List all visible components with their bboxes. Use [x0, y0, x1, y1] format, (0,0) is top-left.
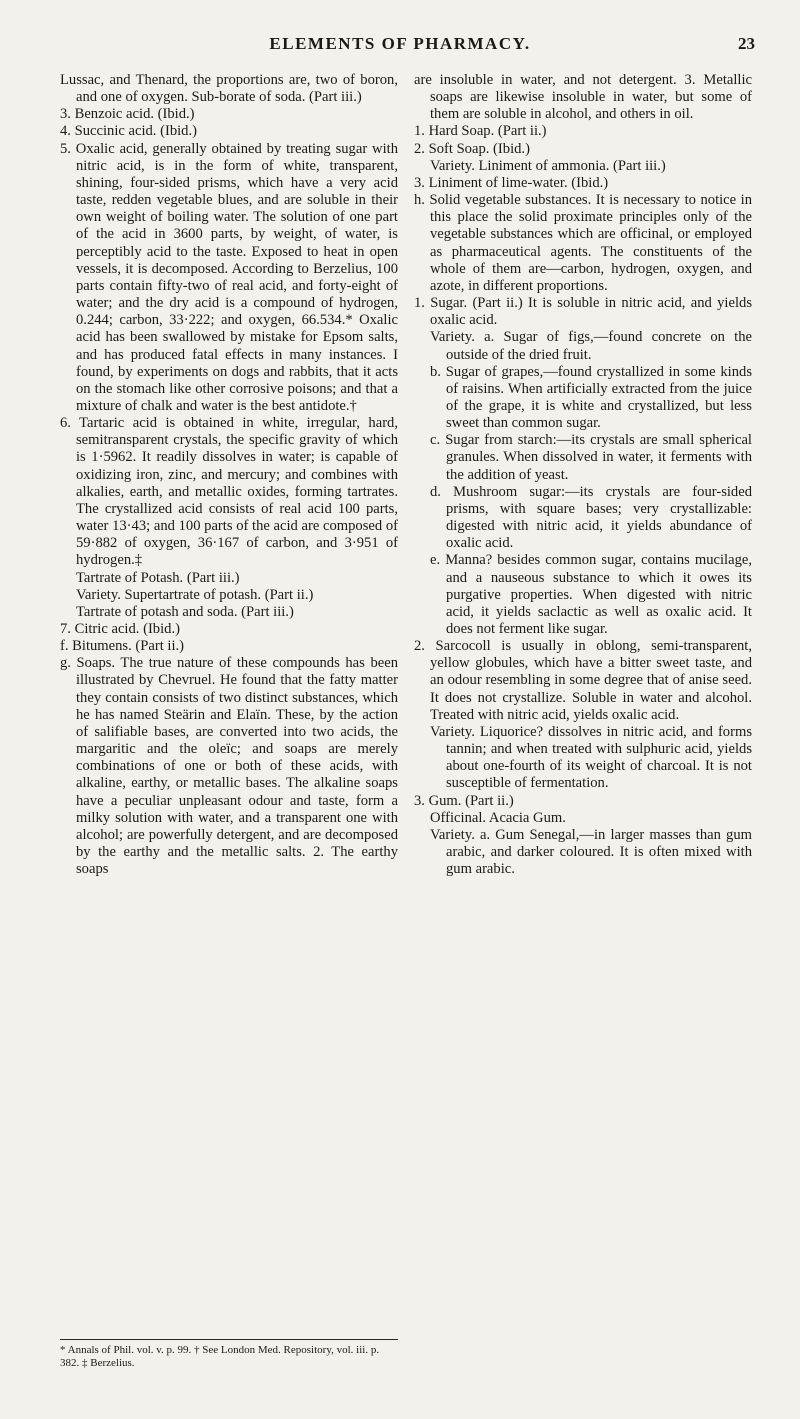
paragraph: Lussac, and Thenard, the proportions are, two of boron, and one of oxygen. Sub-borate of soda. (Part iii.): [60, 72, 398, 106]
footnote: * Annals of Phil. vol. v. p. 99. † See London Med. Repository, vol. iii. p. 382. ‡ Berzelius.: [60, 1344, 380, 1369]
paragraph: Officinal. Acacia Gum.: [430, 809, 566, 826]
paragraph: 3. Gum. (Part ii.): [414, 792, 514, 809]
paragraph: 1. Hard Soap. (Part ii.): [414, 123, 547, 140]
paragraph: 5. Oxalic acid, generally obtained by treating sugar with nitric acid, is in the form of white, transparent, shining, four-sided prisms, which have a very acid taste, redden vegetable blues, and are soluble in their own weight of boiling water. The solution of one part of the acid in 3600 parts, by weight, of water, is perceptibly acid to the taste. Exposed to heat in open vessels, it is decomposed. According to Berzelius, 100 parts contain fifty-two of real acid, and forty-eight of water; and the dry acid is a compound of hydrogen, 0.244; carbon, 33·222; and oxygen, 66.534.* Oxalic acid has been swallowed by mistake for Epsom salts, and has produced fatal effects in many instances. I found, by experiments on dogs and rabbits, that it acts on the stomach like other corrosive poisons; and that a mixture of chalk and water is the best antidote.†: [60, 140, 398, 414]
paragraph: 4. Succinic acid. (Ibid.): [60, 123, 197, 140]
footnotes: [60, 1339, 398, 1370]
paragraph: 1. Sugar. (Part ii.) It is soluble in nitric acid, and yields oxalic acid.: [414, 295, 752, 329]
right-column: [414, 72, 752, 878]
paragraph: Variety. a. Gum Senegal,—in larger masses than gum arabic, and darker coloured. It is often mixed with gum arabic.: [430, 826, 752, 878]
paragraph: b. Sugar of grapes,—found crystallized in some kinds of raisins. When artificially extracted from the juice of the grape, it is white and crystallized, but less sweet than common sugar.: [430, 363, 752, 432]
paragraph: Variety. a. Sugar of figs,—found concrete on the outside of the dried fruit.: [430, 329, 752, 363]
paragraph: f. Bitumens. (Part ii.): [60, 638, 185, 655]
paragraph: g. Soaps. The true nature of these compounds has been illustrated by Chevruel. He found that the fatty matter they contain consists of two distinct substances, which he has named Steärin and Elaïn. These, by the action of salifiable bases, are converted into two acids, the margaritic and the oleïc; and soaps are merely combinations of one or both of these acids, with alkaline, earthy, or metallic bases. The alkaline soaps have a peculiar unpleasant odour and taste, form a milky solution with water, and a transparent one with alcohol; are powerfully detergent, and are decomposed by the earthy and the metallic salts. 2. The earthy soaps: [60, 655, 398, 878]
paragraph: Tartrate of Potash. (Part iii.): [76, 569, 240, 586]
paragraph: 3. Liniment of lime-water. (Ibid.): [414, 174, 609, 191]
page-number: 23: [738, 34, 755, 53]
running-head: [0, 34, 800, 58]
paragraph: 7. Citric acid. (Ibid.): [60, 621, 180, 637]
running-title: ELEMENTS OF PHARMACY.: [269, 34, 531, 53]
paragraph: Variety. Liquorice? dissolves in nitric acid, and forms tannin; and when treated with sulphuric acid, yields about one-fourth of its weight of charcoal. It is not susceptible of fermentation.: [430, 723, 752, 792]
paragraph: d. Mushroom sugar:—its crystals are four-sided prisms, with square bases; very crystallizable: digested with nitric acid, it yields abundance of oxalic acid.: [430, 483, 752, 552]
paragraph: c. Sugar from starch:—its crystals are small spherical granules. When dissolved in water, it ferments with the addition of yeast.: [430, 432, 752, 483]
paragraph: 2. Sarcocoll is usually in oblong, semi-transparent, yellow globules, which have a bitter sweet taste, and an odour resembling in some degree that of anise seed. It does not crystallize. Soluble in water and alcohol. Treated with nitric acid, yields oxalic acid.: [414, 638, 752, 723]
paragraph: 2. Soft Soap. (Ibid.): [414, 140, 530, 157]
paragraph: are insoluble in water, and not detergent. 3. Metallic soaps are likewise insoluble in water, but some of them are soluble in alcohol, and others in oil.: [414, 72, 752, 123]
paragraph: Variety. Liniment of ammonia. (Part iii.): [430, 157, 666, 174]
paragraph: Variety. Supertartrate of potash. (Part ii.): [76, 586, 314, 603]
left-column: [60, 72, 398, 878]
paragraph: 3. Benzoic acid. (Ibid.): [60, 106, 195, 123]
paragraph: h. Solid vegetable substances. It is necessary to notice in this place the solid proximate principles only of the vegetable substances which are officinal, or employed as pharmaceutical agents. The constituents of the whole of them are—carbon, hydrogen, oxygen, and azote, in different proportions.: [414, 192, 752, 294]
paragraph: Tartrate of potash and soda. (Part iii.): [76, 603, 294, 620]
paragraph: 6. Tartaric acid is obtained in white, irregular, hard, semitransparent crystals, the specific gravity of which is 1·5962. It readily dissolves in water; is capable of oxidizing iron, zinc, and mercury; and combines with alkalies, earth, and metallic oxides, forming tartrates. The crystallized acid consists of real acid 100 parts, water 13·43; and 100 parts of the acid are composed of 59·882 of oxygen, 36·167 of carbon, and 3·951 of hydrogen.‡: [60, 415, 398, 569]
paragraph: e. Manna? besides common sugar, contains mucilage, and a nauseous substance to which it owes its purgative properties. When digested with nitric acid, it yields saclactic as well as oxalic acid. It does not ferment like sugar.: [430, 552, 752, 637]
